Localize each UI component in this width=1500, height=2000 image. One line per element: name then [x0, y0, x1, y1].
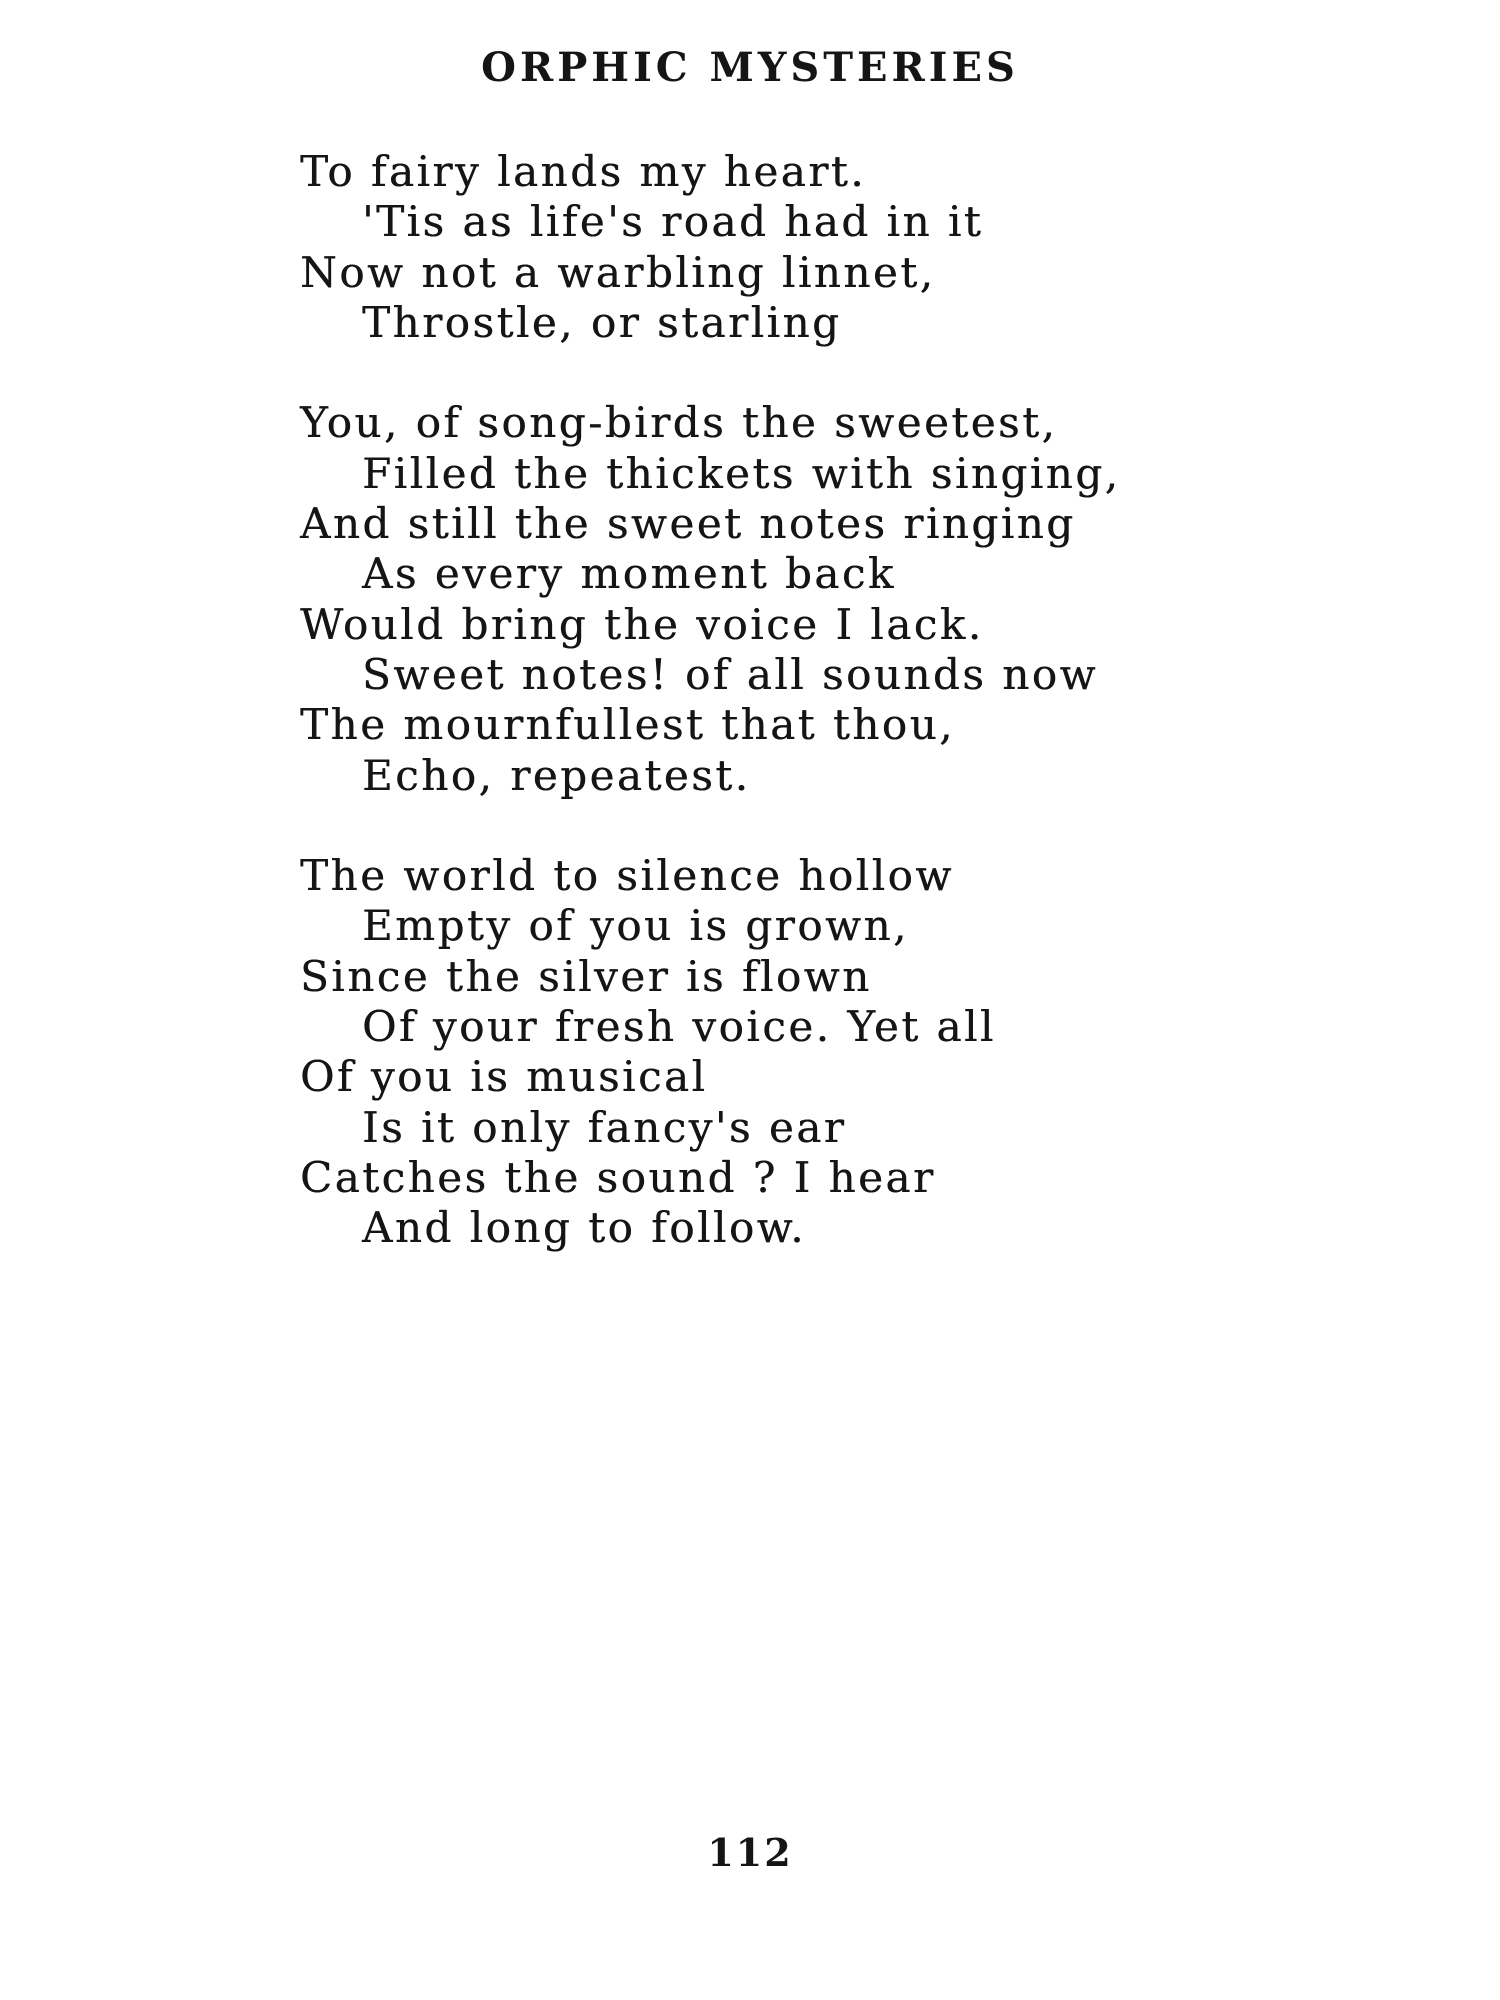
poem-line: The world to silence hollow — [300, 851, 954, 901]
poem-line: And still the sweet notes ringing — [300, 499, 1076, 549]
poem-line: To fairy lands my heart. — [300, 147, 867, 196]
poem-line: And long to follow. — [362, 1203, 806, 1253]
poem-line: Empty of you is grown, — [362, 901, 909, 951]
poem-line: Since the silver is flown — [300, 951, 872, 1001]
poem-line: 'Tis as life's road had in it — [362, 197, 984, 247]
poem-line: You, of song-birds the sweetest, — [300, 398, 1058, 448]
poem-line: As every moment back — [362, 549, 896, 599]
poem-line: Filled the thickets with singing, — [362, 448, 1121, 498]
poem-line: Echo, repeatest. — [362, 750, 751, 800]
poem-line: Is it only fancy's ear — [362, 1102, 847, 1152]
poem-line: The mournfullest that thou, — [300, 700, 955, 750]
stanza — [300, 147, 1120, 348]
poem-line: Of you is musical — [300, 1052, 708, 1102]
poem-body — [300, 147, 1120, 1304]
page-number: 112 — [707, 1830, 793, 1875]
poem-line: Now not a warbling linnet, — [300, 247, 936, 297]
stanza — [300, 851, 1120, 1253]
poem-line: Would bring the voice I lack. — [300, 599, 984, 649]
poem-line: Sweet notes! of all sounds now — [362, 649, 1098, 699]
running-header: ORPHIC MYSTERIES — [481, 44, 1019, 91]
poem-line: Throstle, or starling — [362, 297, 842, 347]
poem-line: Catches the sound ? I hear — [300, 1152, 936, 1202]
poem-line: Of your fresh voice. Yet all — [362, 1002, 996, 1052]
stanza — [300, 398, 1120, 800]
